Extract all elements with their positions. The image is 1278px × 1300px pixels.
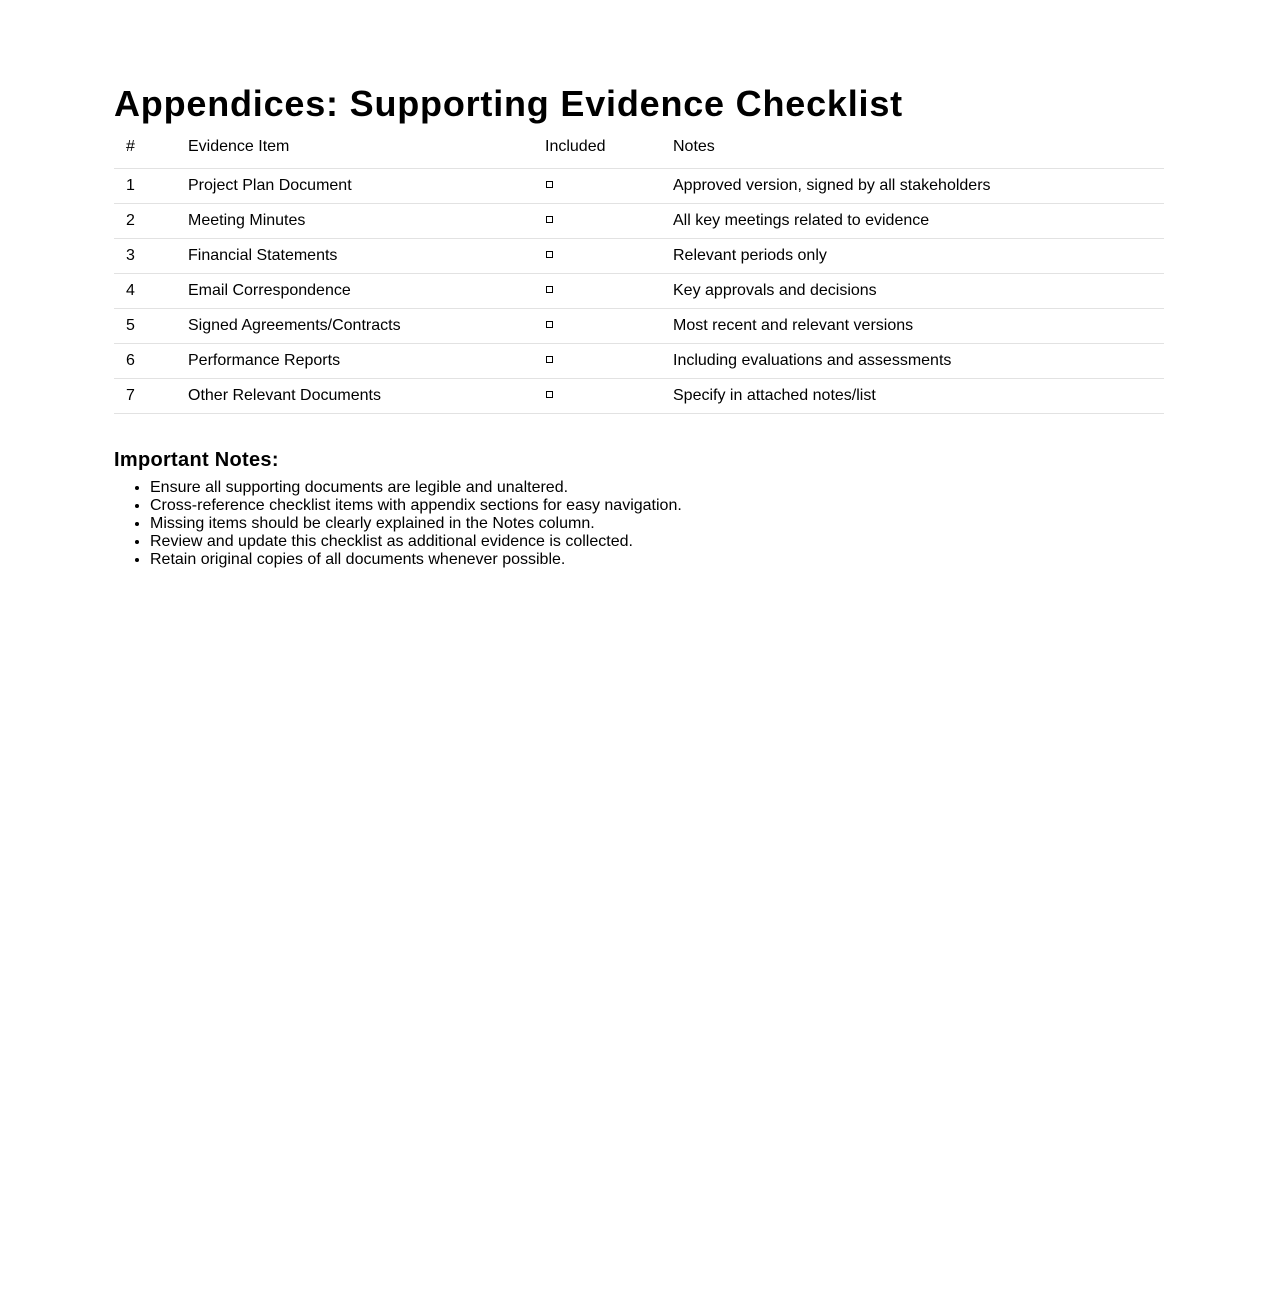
header-included: Included [533, 138, 661, 169]
important-notes-heading: Important Notes: [114, 449, 279, 471]
row-evidence-item: Email Correspondence [176, 274, 533, 309]
page-title: Appendices: Supporting Evidence Checklist [114, 83, 903, 124]
table-row [114, 379, 1164, 414]
row-included [533, 204, 661, 239]
checkbox-icon[interactable] [546, 321, 553, 328]
row-number: 5 [114, 309, 176, 344]
header-notes: Notes [661, 138, 1164, 169]
row-number: 6 [114, 344, 176, 379]
row-evidence-item: Meeting Minutes [176, 204, 533, 239]
row-number: 2 [114, 204, 176, 239]
row-notes: All key meetings related to evidence [661, 204, 1164, 239]
header-evidence-item: Evidence Item [176, 138, 533, 169]
row-included [533, 344, 661, 379]
list-item: • Retain original copies of all documents whenever possible. [150, 551, 1164, 569]
row-number: 3 [114, 239, 176, 274]
row-included [533, 274, 661, 309]
row-notes: Key approvals and decisions [661, 274, 1164, 309]
row-notes: Including evaluations and assessments [661, 344, 1164, 379]
checkbox-icon[interactable] [546, 286, 553, 293]
row-notes: Approved version, signed by all stakeholders [661, 169, 1164, 204]
table-row [114, 239, 1164, 274]
row-number: 1 [114, 169, 176, 204]
list-item: • Missing items should be clearly explained in the Notes column. [150, 515, 1164, 533]
table-row [114, 344, 1164, 379]
row-notes: Relevant periods only [661, 239, 1164, 274]
row-notes: Specify in attached notes/list [661, 379, 1164, 414]
checkbox-icon[interactable] [546, 391, 553, 398]
row-number: 7 [114, 379, 176, 414]
row-number: 4 [114, 274, 176, 309]
table-row [114, 204, 1164, 239]
document-page [0, 0, 1164, 569]
row-included [533, 239, 661, 274]
checkbox-icon[interactable] [546, 216, 553, 223]
table-header-row [114, 138, 1164, 169]
row-notes: Most recent and relevant versions [661, 309, 1164, 344]
row-evidence-item: Signed Agreements/Contracts [176, 309, 533, 344]
row-evidence-item: Other Relevant Documents [176, 379, 533, 414]
table-row [114, 169, 1164, 204]
row-included [533, 379, 661, 414]
row-included [533, 309, 661, 344]
list-item: • Ensure all supporting documents are legible and unaltered. [150, 479, 1164, 497]
table-row [114, 309, 1164, 344]
list-item: • Cross-reference checklist items with appendix sections for easy navigation. [150, 497, 1164, 515]
evidence-checklist-table [114, 138, 1164, 414]
important-notes-list [114, 479, 1164, 569]
checkbox-icon[interactable] [546, 181, 553, 188]
checkbox-icon[interactable] [546, 356, 553, 363]
row-evidence-item: Performance Reports [176, 344, 533, 379]
row-included [533, 169, 661, 204]
checkbox-icon[interactable] [546, 251, 553, 258]
row-evidence-item: Project Plan Document [176, 169, 533, 204]
header-number: # [114, 138, 176, 169]
list-item: • Review and update this checklist as additional evidence is collected. [150, 533, 1164, 551]
row-evidence-item: Financial Statements [176, 239, 533, 274]
table-row [114, 274, 1164, 309]
